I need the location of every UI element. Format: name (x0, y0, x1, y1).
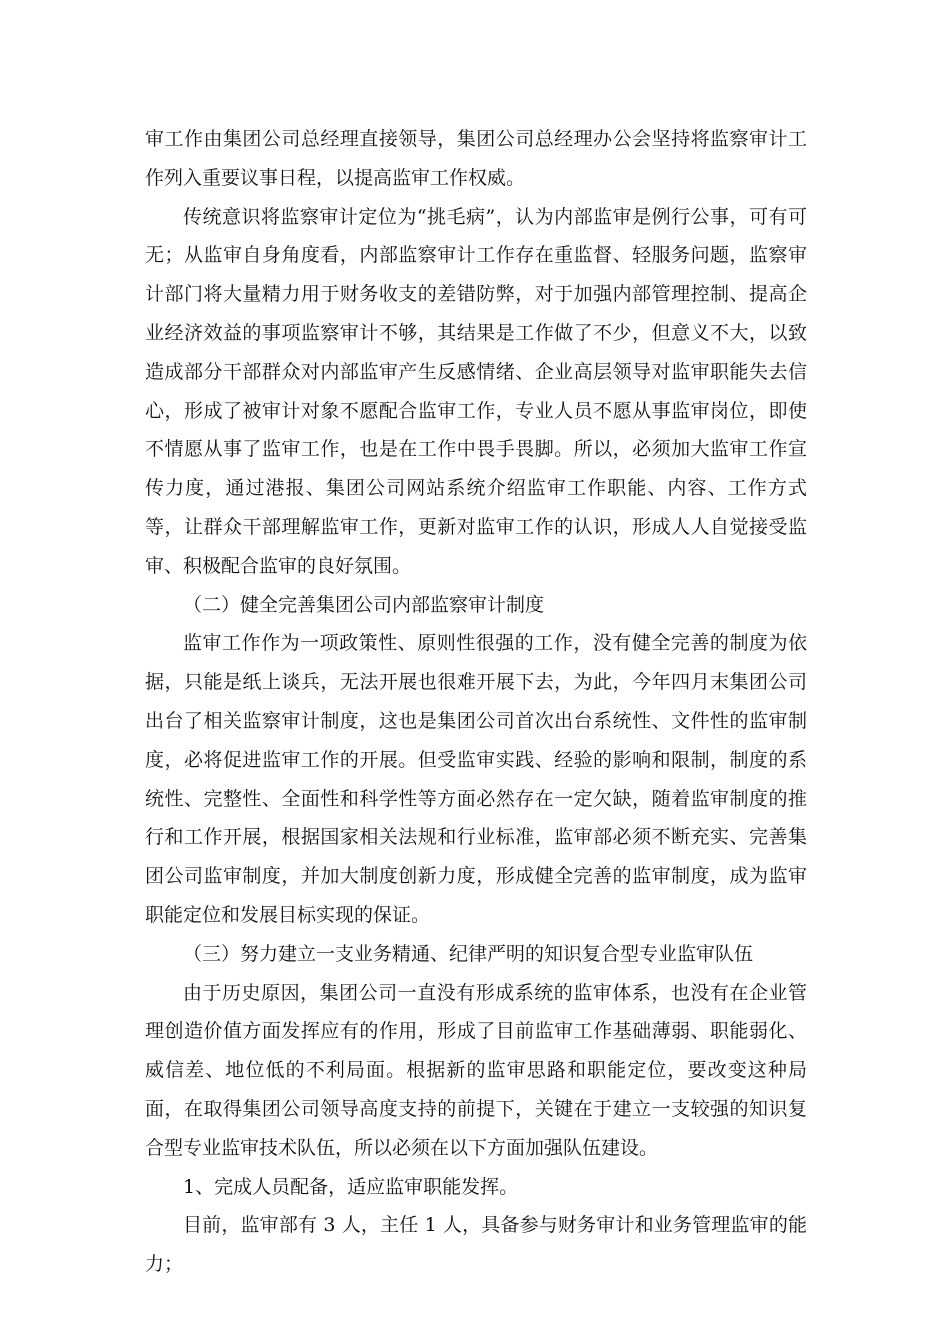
paragraph-audit-team: 由于历史原因，集团公司一直没有形成系统的监审体系，也没有在企业管理创造价值方面发挥应有的作用，形成了目前监审工作基础薄弱、职能弱化、威信差、地位低的不利局面。根据新的监审思路和职能定位，要改变这种局面，在取得集团公司领导高度支持的前提下，关键在于建立一支较强的知识复合型专业监审技术队伍，所以必须在以下方面加强队伍建设。 (145, 981, 807, 1159)
paragraph-audit-system: 监审工作作为一项政策性、原则性很强的工作，没有健全完善的制度为依据，只能是纸上谈兵，无法开展也很难开展下去，为此，今年四月末集团公司出台了相关监察审计制度，这也是集团公司首次出台系统性、文件性的监审制度，必将促进监审工作的开展。但受监审实践、经验的影响和限制，制度的系统性、完整性、全面性和科学性等方面必然存在一定欠缺，随着监审制度的推行和工作开展，根据国家相关法规和行业标准，监审部必须不断充实、完善集团公司监审制度，并加大制度创新力度，形成健全完善的监审制度，成为监审职能定位和发展目标实现的保证。 (145, 632, 807, 926)
subsection-heading-1: 1、完成人员配备，适应监审职能发挥。 (183, 1175, 519, 1198)
document-body (145, 120, 807, 1284)
section-heading-3: （三）努力建立一支业务精通、纪律严明的知识复合型专业监审队伍 (183, 942, 754, 965)
paragraph-current-staffing: 目前，监审部有 3 人，主任 1 人，具备参与财务审计和业务管理监审的能力； (145, 1214, 807, 1276)
paragraph-continuation: 审工作由集团公司总经理直接领导，集团公司总经理办公会坚持将监察审计工作列入重要议事日程，以提高监审工作权威。 (145, 128, 807, 189)
paragraph-traditional-awareness: 传统意识将监察审计定位为“挑毛病”，认为内部监审是例行公事，可有可无；从监审自身角度看，内部监察审计工作存在重监督、轻服务问题，监察审计部门将大量精力用于财务收支的差错防弊，对于加强内部管理控制、提高企业经济效益的事项监察审计不够，其结果是工作做了不少，但意义不大，以致造成部分干部群众对内部监审产生反感情绪、企业高层领导对监审职能失去信心，形成了被审计对象不愿配合监审工作，专业人员不愿从事监审岗位，即使不情愿从事了监审工作，也是在工作中畏手畏脚。所以，必须加大监审工作宣传力度，通过港报、集团公司网站系统介绍监审工作职能、内容、工作方式等，让群众干部理解监审工作，更新对监审工作的认识，形成人人自觉接受监审、积极配合监审的良好氛围。 (145, 205, 807, 577)
section-heading-2: （二）健全完善集团公司内部监察审计制度 (183, 593, 545, 616)
